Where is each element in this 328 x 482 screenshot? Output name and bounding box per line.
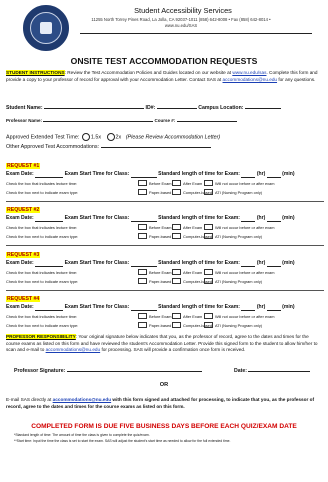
before-exam-label: Before Exam: [149, 181, 172, 186]
request-2-before-exam-checkbox[interactable]: [138, 224, 147, 230]
request-1-before-exam-checkbox[interactable]: [138, 180, 147, 186]
request-3-paper-checkbox[interactable]: [138, 278, 147, 284]
request-1-after-exam-checkbox[interactable]: [172, 180, 181, 186]
ati-label: ATI (Nursing Program only): [215, 234, 263, 239]
request-1-min-field[interactable]: [267, 171, 281, 178]
after-exam-label: After Exam: [183, 181, 203, 186]
office-address: 11255 North Torrey Pines Road, La Jolla, CA 92037-1011 (858) 642-8008 • Fax (858) 642-8014 • www.nu.edu/SAS: [91, 17, 271, 28]
request-1-lecture-check-label: Check the box that indicates lecture time:: [6, 181, 78, 186]
footnote-2: **Start time: Input the time the class is set to start the exam. SAS will adjust the student's start time as needed to allow for the full extended time.: [14, 439, 231, 443]
after-exam-label: After Exam: [183, 314, 203, 319]
request-1-ati-checkbox[interactable]: [204, 189, 213, 195]
request-4-no-lecture-checkbox[interactable]: [204, 313, 213, 319]
paper-based-label: Paper-based: [149, 323, 172, 328]
request-1-no-lecture-checkbox[interactable]: [204, 180, 213, 186]
ati-label: ATI (Nursing Program only): [215, 323, 263, 328]
header-divider: [80, 33, 312, 34]
email-note: [6, 397, 324, 410]
date-field[interactable]: [248, 367, 310, 372]
instructions-text: : Review the Test Accommodation Policies and Guides located on our website at: [64, 70, 233, 75]
before-exam-label: Before Exam: [149, 225, 172, 230]
min-label: (min): [282, 304, 295, 310]
request-4-paper-checkbox[interactable]: [138, 322, 147, 328]
request-1-hr-field[interactable]: [241, 171, 255, 178]
student-info-row: [6, 104, 324, 111]
request-4-min-field[interactable]: [267, 304, 281, 311]
id-field[interactable]: [157, 104, 197, 109]
no-lecture-label: Will not occur before or after exam: [215, 314, 275, 319]
request-1-divider: [6, 201, 324, 202]
request-1-exam-line: [6, 171, 326, 178]
exam-date-label: Exam Date:: [6, 171, 34, 177]
request-3-exam-line: [6, 260, 326, 267]
option-1-5x-radio[interactable]: [82, 133, 90, 141]
campus-location-label: Campus Location:: [198, 105, 244, 111]
min-label: (min): [282, 215, 295, 221]
option-2x-label: 2x: [115, 134, 122, 141]
date-label: Date:: [234, 368, 247, 374]
request-1-computer-checkbox[interactable]: [172, 189, 181, 195]
student-name-label: Student Name:: [6, 105, 43, 111]
request-4-start-field[interactable]: [131, 304, 157, 311]
request-1-exam-type-label: Check the box next to indicate exam type:: [6, 190, 79, 195]
request-2-divider: [6, 245, 324, 246]
professor-name-field[interactable]: [43, 117, 153, 122]
request-4-after-exam-checkbox[interactable]: [172, 313, 181, 319]
ati-label: ATI (Nursing Program only): [215, 279, 263, 284]
request-4-computer-checkbox[interactable]: [172, 322, 181, 328]
request-1-paper-checkbox[interactable]: [138, 189, 147, 195]
request-3-before-exam-checkbox[interactable]: [138, 269, 147, 275]
course-label: Course #:: [154, 118, 176, 123]
university-seal-logo: [23, 5, 69, 51]
before-exam-label: Before Exam: [149, 270, 172, 275]
request-2-start-field[interactable]: [131, 215, 157, 222]
computer-based-label: Computer-based: [183, 323, 212, 328]
professor-email-link[interactable]: accommodations@nu.edu: [45, 347, 101, 353]
email-note-text-2: with this form signed and attached for processing, to indicate that you, as the professor of record, agree to the dates and times for the course exams as listed on this form.: [6, 397, 315, 409]
hr-label: (hr): [256, 215, 266, 221]
hr-label: (hr): [256, 171, 266, 177]
professor-responsibility-label: PROFESSOR RESPONSIBILITY: [6, 334, 76, 339]
date-row: [234, 367, 310, 374]
request-3-no-lecture-checkbox[interactable]: [204, 269, 213, 275]
before-exam-label: Before Exam: [149, 314, 172, 319]
instructions-label: STUDENT INSTRUCTIONS: [6, 70, 65, 75]
standard-length-label: Standard length of time for Exam:: [158, 171, 240, 177]
instructions-text-3: for any questions.: [277, 76, 316, 82]
computer-based-label: Computer-based: [183, 279, 212, 284]
option-1-5x-label: 1.5x: [90, 134, 102, 141]
request-2-computer-checkbox[interactable]: [172, 233, 181, 239]
paper-based-label: Paper-based: [149, 279, 172, 284]
request-3-after-exam-checkbox[interactable]: [172, 269, 181, 275]
form-title: ONSITE TEST ACCOMMODATION REQUESTS: [70, 56, 258, 66]
no-lecture-label: Will not occur before or after exam: [215, 270, 275, 275]
request-3-min-field[interactable]: [267, 260, 281, 267]
request-1-start-field[interactable]: [131, 171, 157, 178]
min-label: (min): [282, 260, 295, 266]
request-4-tag: REQUEST #4: [7, 296, 40, 302]
paper-based-label: Paper-based: [149, 190, 172, 195]
no-lecture-label: Will not occur before or after exam: [215, 181, 275, 186]
hr-label: (hr): [256, 260, 266, 266]
other-accommodations-field[interactable]: [101, 143, 211, 148]
standard-length-label: Standard length of time for Exam:: [158, 304, 240, 310]
signature-row: [14, 367, 202, 374]
request-2-hr-field[interactable]: [241, 215, 255, 222]
start-time-label: Exam Start Time for Class:: [64, 260, 130, 266]
course-field[interactable]: [177, 117, 237, 122]
sas-website-link[interactable]: www.nu.edu/sas: [232, 70, 267, 75]
request-2-no-lecture-checkbox[interactable]: [204, 224, 213, 230]
request-2-after-exam-checkbox[interactable]: [172, 224, 181, 230]
professor-info-row: [6, 117, 324, 123]
instructions-text-2: . Complete this form and provide a copy to your professor of record for approval with your Accommodation Letter. Contact SAS at: [6, 70, 318, 82]
request-4-exam-line: [6, 304, 326, 311]
min-label: (min): [282, 171, 295, 177]
seal-emblem: [30, 12, 62, 44]
accommodations-email-link[interactable]: accommodations@nu.edu: [222, 76, 278, 82]
request-3-lecture-check-label: Check the box that indicates lecture time:: [6, 270, 78, 275]
start-time-label: Exam Start Time for Class:: [64, 304, 130, 310]
other-accommodations-label: Other Approved Test Accommodations:: [6, 144, 100, 150]
exam-date-label: Exam Date:: [6, 260, 34, 266]
request-1-date-field[interactable]: [35, 171, 63, 178]
request-2-min-field[interactable]: [267, 215, 281, 222]
option-2x-radio[interactable]: [107, 133, 115, 141]
review-note: (Please Review Accommodation Letter): [125, 134, 221, 141]
request-2-exam-line: [6, 215, 326, 222]
standard-length-label: Standard length of time for Exam:: [158, 215, 240, 221]
ati-label: ATI (Nursing Program only): [215, 190, 263, 195]
request-3-date-field[interactable]: [35, 260, 63, 267]
request-3-divider: [6, 290, 324, 291]
or-separator: OR: [159, 382, 169, 388]
approved-time-row: [6, 133, 324, 141]
request-3-exam-type-label: Check the box next to indicate exam type:: [6, 279, 79, 284]
paper-based-label: Paper-based: [149, 234, 172, 239]
student-name-field[interactable]: [44, 104, 144, 109]
deadline-notice: COMPLETED FORM IS DUE FIVE BUSINESS DAYS BEFORE EACH QUIZ/EXAM DATE: [31, 423, 297, 430]
request-1-tag: REQUEST #1: [7, 163, 40, 169]
footnote-1: *Standard length of time: The amount of time the class is given to complete the quiz/exam.: [14, 433, 150, 437]
request-4-before-exam-checkbox[interactable]: [138, 313, 147, 319]
computer-based-label: Computer-based: [183, 190, 212, 195]
office-title: Student Accessibility Services: [134, 6, 232, 15]
approved-time-label: Approved Extended Test Time:: [6, 134, 80, 141]
request-3-tag: REQUEST #3: [7, 252, 40, 258]
id-label: ID#:: [145, 105, 156, 111]
seal-core: [40, 22, 52, 34]
student-instructions: [6, 70, 324, 83]
hr-label: (hr): [256, 304, 266, 310]
professor-text-2: for processing. SAS will provide a confirmation once form is received.: [100, 347, 246, 353]
request-2-exam-type-label: Check the box next to indicate exam type:: [6, 234, 79, 239]
start-time-label: Exam Start Time for Class:: [64, 171, 130, 177]
request-4-hr-field[interactable]: [241, 304, 255, 311]
request-4-ati-checkbox[interactable]: [204, 322, 213, 328]
professor-name-label: Professor Name:: [6, 118, 43, 123]
after-exam-label: After Exam: [183, 270, 203, 275]
after-exam-label: After Exam: [183, 225, 203, 230]
request-2-ati-checkbox[interactable]: [204, 233, 213, 239]
request-2-date-field[interactable]: [35, 215, 63, 222]
professor-text: : Your original signature below indicates that you, as the professor of record, agree to the dates and times for the course exams as listed on this form and have reviewed the student's Accommodation Letter. Provide this signed form to the student to allow him/her to scan and e-mail to: [6, 334, 318, 353]
start-time-label: Exam Start Time for Class:: [64, 215, 130, 221]
professor-signature-label: Professor Signature:: [14, 368, 66, 374]
request-4-exam-type-label: Check the box next to indicate exam type:: [6, 323, 79, 328]
request-2-tag: REQUEST #2: [7, 207, 40, 213]
request-4-date-field[interactable]: [35, 304, 63, 311]
email-note-text: E-mail SAS directly at: [6, 397, 53, 402]
exam-date-label: Exam Date:: [6, 304, 34, 310]
request-2-paper-checkbox[interactable]: [138, 233, 147, 239]
campus-location-field[interactable]: [245, 104, 281, 109]
professor-responsibility: [6, 334, 324, 354]
request-4-lecture-check-label: Check the box that indicates lecture time:: [6, 314, 78, 319]
standard-length-label: Standard length of time for Exam:: [158, 260, 240, 266]
request-2-lecture-check-label: Check the box that indicates lecture time:: [6, 225, 78, 230]
exam-date-label: Exam Date:: [6, 215, 34, 221]
no-lecture-label: Will not occur before or after exam: [215, 225, 275, 230]
request-3-hr-field[interactable]: [241, 260, 255, 267]
professor-signature-field[interactable]: [67, 367, 202, 372]
request-3-start-field[interactable]: [131, 260, 157, 267]
email-note-link[interactable]: accommodations@nu.edu: [52, 397, 112, 402]
computer-based-label: Computer-based: [183, 234, 212, 239]
request-3-computer-checkbox[interactable]: [172, 278, 181, 284]
other-accommodations-row: [6, 143, 324, 150]
request-3-ati-checkbox[interactable]: [204, 278, 213, 284]
